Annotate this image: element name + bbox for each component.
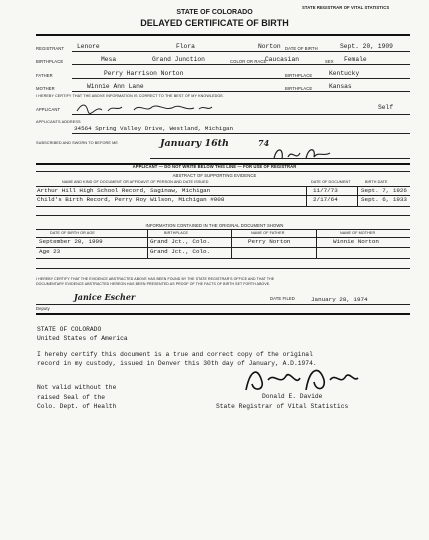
col-birthplace-label: BIRTHPLACE: [164, 231, 189, 235]
applicant-address: 34564 Spring Valley Drive, Westland, Michigan: [74, 125, 234, 132]
father-label: FATHER: [36, 73, 53, 78]
subscribed-date: January 16th: [160, 138, 229, 149]
father-name: Perry Harrison Norton: [104, 70, 184, 77]
info-birth-2: Age 23: [39, 248, 61, 255]
applicant-relation: Self: [378, 104, 394, 111]
registrant-dob: Sept. 20, 1909: [340, 43, 393, 50]
mother-birthplace: Kansas: [329, 83, 352, 90]
registrant-sex: Female: [344, 56, 367, 63]
registrar-cert-line1: I HEREBY CERTIFY THAT THE EVIDENCE ABSTRACTED ABOVE HAS BEEN FOUND BY THE STATE REGISTRAR'S OFFICE AND THAT THE: [36, 277, 275, 281]
col-birthdate-label: DATE OF BIRTH OR AGE: [50, 231, 95, 235]
registrant-middle: Flora: [176, 43, 195, 50]
info-father-1: Perry Norton: [248, 238, 291, 245]
official-name: Donald E. Davide: [262, 393, 323, 400]
col-mother-label: NAME OF MOTHER: [340, 231, 376, 235]
father-birthplace-label: BIRTHPLACE: [285, 73, 313, 78]
subscribed-year: 74: [258, 138, 270, 148]
info-place-1: Grand Jct., Colo.: [150, 238, 211, 245]
date-of-doc-label: DATE OF DOCUMENT: [311, 180, 351, 184]
seal-line2: raised Seal of the: [37, 394, 106, 401]
col-father-label: NAME OF FATHER: [251, 231, 285, 235]
birth-date-label: BIRTH DATE: [365, 180, 388, 184]
mother-label: MOTHER: [36, 86, 55, 91]
date-filed-label: DATE FILED: [270, 296, 295, 301]
seal-line3: Colo. Dept. of Health: [37, 403, 117, 410]
evidence-birth-1: Sept. 7, 1926: [361, 187, 407, 194]
sex-label: SEX: [325, 59, 334, 64]
state-name: STATE OF COLORADO: [176, 9, 253, 16]
subscribed-label: SUBSCRIBED AND SWORN TO BEFORE ME: [36, 141, 119, 145]
cert-line1: I hereby certify this document is a true and correct copy of the original: [37, 351, 313, 358]
registrant-first: Lenore: [77, 43, 100, 50]
registrar-cert-line2: DOCUMENTARY EVIDENCE ABSTRACTED HEREON HAS BEEN PRESENTED AS PROOF OF THE FACTS OF BIRTH SET FORTH ABOVE.: [36, 282, 271, 286]
official-title: State Registrar of Vital Statistics: [216, 403, 349, 410]
seal-line1: Not valid without the: [37, 384, 117, 391]
applicant-notice: APPLICANT — DO NOT WRITE BELOW THIS LINE — FOR USE OF REGISTRAR: [132, 164, 297, 169]
registrant-county: Mesa: [101, 56, 117, 63]
registrant-label: REGISTRANT: [36, 46, 64, 51]
info-mother-1: Winnie Norton: [333, 238, 379, 245]
evidence-birth-2: Sept. 6, 1933: [361, 196, 407, 203]
mother-birthplace-label: BIRTHPLACE: [285, 86, 313, 91]
top-rule: [36, 34, 410, 36]
address-label: APPLICANTS ADDRESS: [36, 120, 81, 124]
abstract-header: ABSTRACT OF SUPPORTING EVIDENCE: [172, 173, 257, 178]
page-title: DELAYED CERTIFICATE OF BIRTH: [140, 18, 289, 28]
birthplace-label: BIRTHPLACE: [36, 59, 64, 64]
cert-state: STATE OF COLORADO: [37, 326, 102, 333]
info-header: INFORMATION CONTAINED IN THE ORIGINAL DOCUMENT SHOWN: [145, 223, 284, 228]
abstract-sub: NAME AND KIND OF DOCUMENT OR AFFIDAVIT OF PERSON AND DATE ISSUED: [62, 180, 209, 184]
dob-label: DATE OF BIRTH: [285, 46, 318, 51]
info-place-2: Grand Jct., Colo.: [150, 248, 211, 255]
mother-name: Winnie Ann Lane: [87, 83, 144, 90]
registrant-city: Grand Junction: [152, 56, 205, 63]
cert-country: United States of America: [37, 335, 128, 342]
evidence-issued-1: 11/7/73: [313, 187, 338, 194]
father-birthplace: Kentucky: [329, 70, 360, 77]
registrar-stamp: STATE REGISTRAR OF VITAL STATISTICS: [302, 5, 390, 10]
color-label: COLOR OR RACE: [230, 59, 267, 64]
cert-line2: record in my custody, issued in Denver this 30th day of January, A.D.1974.: [37, 360, 317, 367]
date-filed: January 28, 1974: [311, 296, 368, 303]
deputy-label: Deputy: [36, 306, 50, 311]
registrant-last: Norton: [258, 43, 281, 50]
info-birth-1: September 20, 1909: [39, 238, 103, 245]
evidence-issued-2: 2/17/64: [313, 196, 338, 203]
notary-signature: [270, 143, 340, 165]
evidence-doc-2: Child's Birth Record, Perry Roy Wilson, Michigan #008: [37, 196, 225, 203]
applicant-label: APPLICANT: [36, 107, 61, 112]
registrar-signature: Janice Escher: [74, 292, 136, 302]
certify-text: I HEREBY CERTIFY THAT THE ABOVE INFORMATION IS CORRECT TO THE BEST OF MY KNOWLEDGE.: [36, 94, 225, 98]
evidence-doc-1: Arthur Hill High School Record, Saginaw, Michigan: [37, 187, 211, 194]
registrant-race: Caucasian: [265, 56, 300, 63]
official-signature: [240, 360, 360, 396]
